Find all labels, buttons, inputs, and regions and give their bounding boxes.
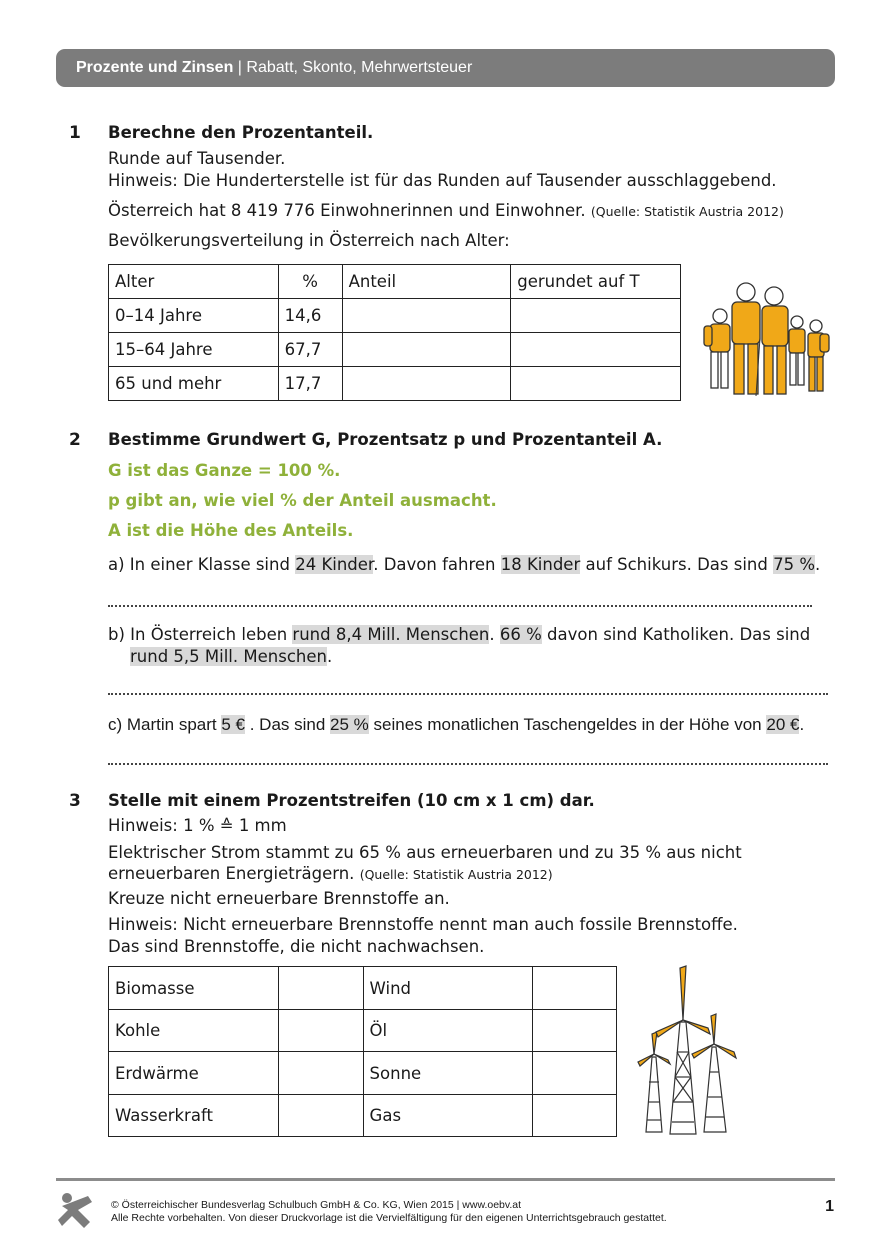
task2-part-b bbox=[108, 625, 810, 644]
table-row bbox=[109, 1095, 617, 1137]
text: erneuerbaren Energieträgern. bbox=[108, 864, 355, 883]
answer-line-c[interactable] bbox=[108, 761, 828, 765]
task2-part-c bbox=[108, 715, 804, 735]
answer-line-a[interactable] bbox=[108, 603, 812, 607]
age-table bbox=[108, 264, 681, 401]
fuel-label: Wasserkraft bbox=[109, 1095, 279, 1137]
text: davon sind Katholiken. Das sind bbox=[541, 625, 811, 644]
task1-line4: Bevölkerungsverteilung in Österreich nach Alter: bbox=[108, 231, 510, 250]
cell-percent: 14,6 bbox=[278, 299, 342, 333]
task3-number: 3 bbox=[69, 791, 81, 811]
table-row bbox=[109, 1010, 617, 1052]
cell-anteil[interactable] bbox=[342, 367, 511, 401]
footer-divider bbox=[56, 1178, 835, 1181]
task2-a-definition: A ist die Höhe des Anteils. bbox=[108, 521, 354, 540]
task2-p-definition: p gibt an, wie viel % der Anteil ausmacht. bbox=[108, 491, 497, 510]
fuel-checkbox[interactable] bbox=[278, 967, 363, 1010]
task3-hint2: Hinweis: Nicht erneuerbare Brennstoffe nennt man auch fossile Brennstoffe. bbox=[108, 915, 738, 934]
fuel-label: Gas bbox=[363, 1095, 533, 1137]
cell-percent: 67,7 bbox=[278, 333, 342, 367]
table-row bbox=[109, 333, 681, 367]
task1-line1: Runde auf Tausender. bbox=[108, 149, 286, 168]
table-header-row bbox=[109, 265, 681, 299]
task3-hint1: Hinweis: 1 % ≙ 1 mm bbox=[108, 816, 287, 835]
header-topic: Prozente und Zinsen bbox=[76, 59, 234, 76]
cell-anteil[interactable] bbox=[342, 299, 511, 333]
cell-age: 0–14 Jahre bbox=[109, 299, 279, 333]
header-subtopic: Rabatt, Skonto, Mehrwertsteuer bbox=[246, 59, 473, 76]
fuel-checkbox[interactable] bbox=[533, 967, 617, 1010]
task2-title: Bestimme Grundwert G, Prozentsatz p und Prozentanteil A. bbox=[108, 430, 663, 449]
task3-line3: Kreuze nicht erneuerbare Brennstoffe an. bbox=[108, 889, 450, 908]
fuel-label: Erdwärme bbox=[109, 1052, 279, 1095]
table-row bbox=[109, 967, 617, 1010]
task3-source: (Quelle: Statistik Austria 2012) bbox=[359, 867, 553, 882]
task1-line2: Hinweis: Die Hunderterstelle ist für das Runden auf Tausender ausschlaggebend. bbox=[108, 171, 777, 190]
cell-age: 65 und mehr bbox=[109, 367, 279, 401]
footer-copyright: © Österreichischer Bundesverlag Schulbuch GmbH & Co. KG, Wien 2015 | www.oebv.at bbox=[111, 1199, 522, 1211]
text: a) In einer Klasse sind bbox=[108, 555, 296, 574]
text: b) In Österreich leben bbox=[108, 625, 293, 644]
fuel-checkbox[interactable] bbox=[278, 1052, 363, 1095]
fuel-checkbox[interactable] bbox=[533, 1095, 617, 1137]
fuel-label: Wind bbox=[363, 967, 533, 1010]
page-header bbox=[56, 49, 835, 87]
cell-percent: 17,7 bbox=[278, 367, 342, 401]
fuel-label: Biomasse bbox=[109, 967, 279, 1010]
header-separator: | bbox=[233, 59, 247, 76]
highlight-grundwert: 24 Kinder bbox=[295, 555, 374, 574]
task1-source: (Quelle: Statistik Austria 2012) bbox=[590, 204, 784, 219]
page-number: 1 bbox=[825, 1198, 834, 1215]
task1-title: Berechne den Prozentanteil. bbox=[108, 123, 374, 142]
family-illustration bbox=[694, 278, 834, 402]
col-gerundet: gerundet auf T bbox=[511, 265, 681, 299]
wind-turbine-illustration bbox=[632, 962, 742, 1138]
highlight-prozentsatz: 66 % bbox=[499, 625, 542, 644]
task2-part-b-cont bbox=[130, 647, 332, 666]
table-row bbox=[109, 1052, 617, 1095]
task2-g-definition: G ist das Ganze = 100 %. bbox=[108, 461, 341, 480]
text: . bbox=[799, 715, 805, 734]
cell-age: 15–64 Jahre bbox=[109, 333, 279, 367]
task1-population: Österreich hat 8 419 776 Einwohnerinnen und Einwohner. bbox=[108, 201, 586, 220]
text: seines monatlichen Taschengeldes in der Höhe von bbox=[368, 715, 767, 734]
footer-rights: Alle Rechte vorbehalten. Von dieser Druckvorlage ist die Vervielfältigung für den eigenen Unterrichtsgebrauch gestattet. bbox=[111, 1212, 667, 1224]
text: . Das sind bbox=[245, 715, 331, 734]
answer-line-b[interactable] bbox=[108, 691, 828, 695]
highlight-prozentsatz: 25 % bbox=[330, 715, 369, 734]
fuel-checkbox[interactable] bbox=[533, 1010, 617, 1052]
cell-anteil[interactable] bbox=[342, 333, 511, 367]
task1-number: 1 bbox=[69, 123, 81, 143]
task3-line2 bbox=[108, 864, 553, 883]
fuel-checkbox[interactable] bbox=[278, 1010, 363, 1052]
text: . Davon fahren bbox=[373, 555, 501, 574]
highlight-anteil: 18 Kinder bbox=[500, 555, 581, 574]
table-row bbox=[109, 299, 681, 333]
cell-rounded[interactable] bbox=[511, 333, 681, 367]
fuel-table bbox=[108, 966, 617, 1137]
fuel-label: Öl bbox=[363, 1010, 533, 1052]
publisher-logo-icon bbox=[56, 1192, 94, 1230]
task3-title: Stelle mit einem Prozentstreifen (10 cm x 1 cm) dar. bbox=[108, 791, 595, 810]
highlight-grundwert: rund 8,4 Mill. Menschen bbox=[292, 625, 490, 644]
highlight-anteil: rund 5,5 Mill. Menschen bbox=[130, 647, 327, 666]
highlight-anteil: 5 € bbox=[221, 715, 245, 734]
text: . bbox=[815, 555, 821, 574]
text: . bbox=[489, 625, 500, 644]
fuel-checkbox[interactable] bbox=[278, 1095, 363, 1137]
task1-line3 bbox=[108, 201, 784, 220]
cell-rounded[interactable] bbox=[511, 299, 681, 333]
col-percent: % bbox=[278, 265, 342, 299]
task3-hint3: Das sind Brennstoffe, die nicht nachwachsen. bbox=[108, 937, 485, 956]
text: c) Martin spart bbox=[108, 715, 222, 734]
table-row bbox=[109, 367, 681, 401]
fuel-label: Sonne bbox=[363, 1052, 533, 1095]
cell-rounded[interactable] bbox=[511, 367, 681, 401]
task2-part-a bbox=[108, 555, 820, 574]
highlight-grundwert: 20 € bbox=[766, 715, 800, 734]
highlight-prozentsatz: 75 % bbox=[773, 555, 816, 574]
col-alter: Alter bbox=[109, 265, 279, 299]
text: . bbox=[326, 647, 333, 666]
fuel-checkbox[interactable] bbox=[533, 1052, 617, 1095]
task3-line1: Elektrischer Strom stammt zu 65 % aus erneuerbaren und zu 35 % aus nicht bbox=[108, 843, 742, 862]
text: auf Schikurs. Das sind bbox=[580, 555, 774, 574]
fuel-label: Kohle bbox=[109, 1010, 279, 1052]
task2-number: 2 bbox=[69, 430, 81, 450]
col-anteil: Anteil bbox=[342, 265, 511, 299]
